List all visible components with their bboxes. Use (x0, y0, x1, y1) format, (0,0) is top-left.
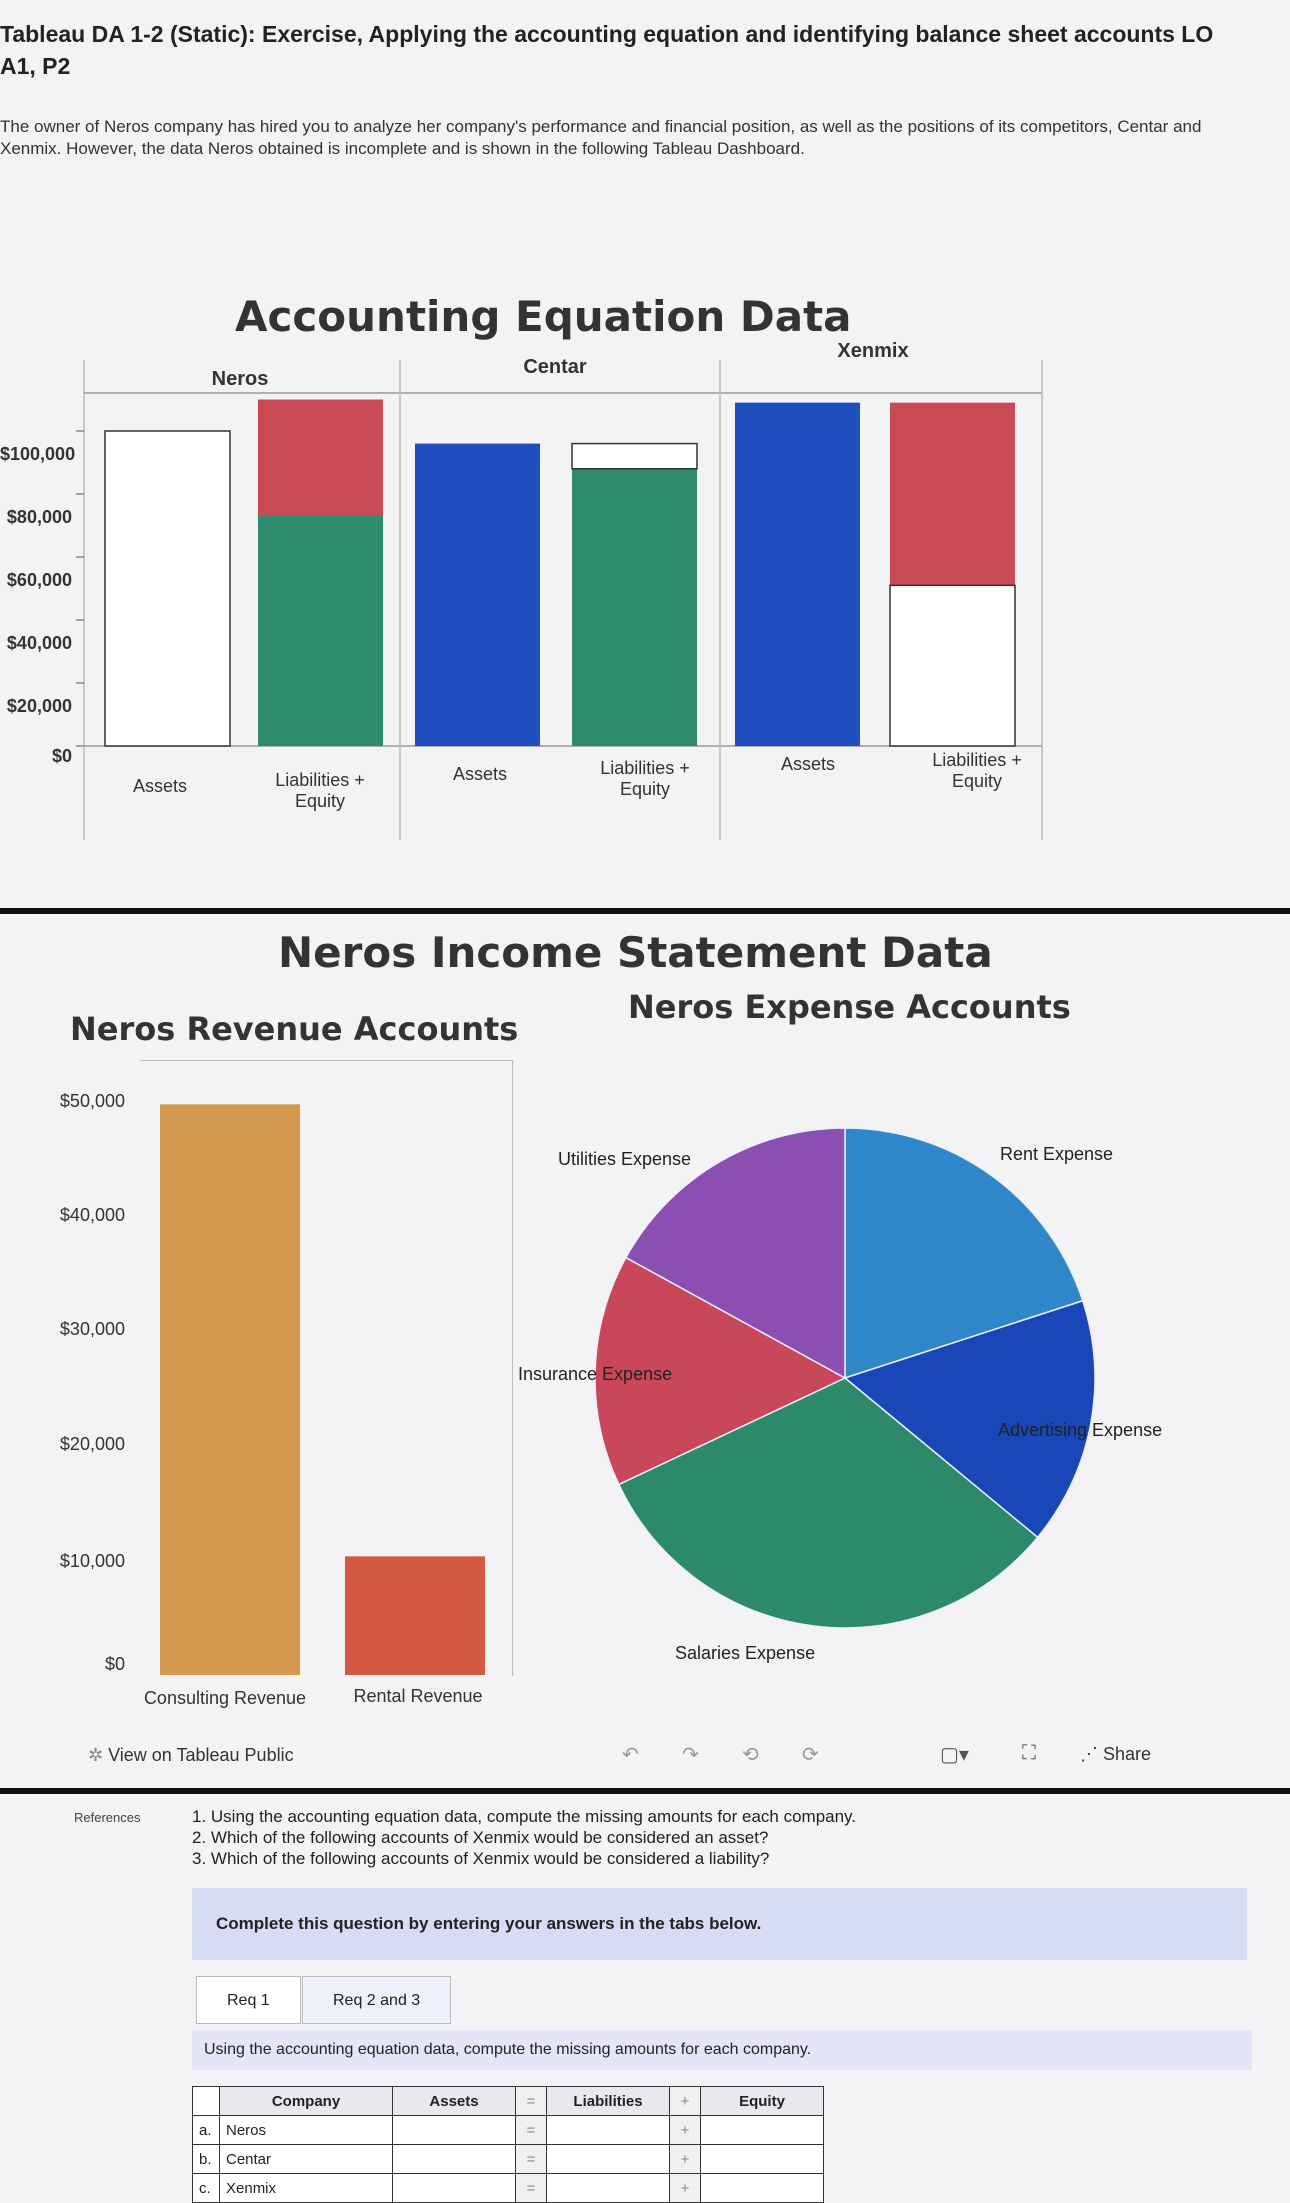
tab-req-1[interactable]: Req 1 (196, 1976, 301, 2024)
answer-table-header (193, 2087, 824, 2116)
rev-y-tick-20000: $20,000 (59, 1434, 125, 1454)
bar-xenmix-liabilities-missing (890, 585, 1015, 746)
pie-label-rent: Rent Expense (1000, 1144, 1114, 1164)
share-label: Share (1103, 1744, 1152, 1764)
revenue-chart-svg (140, 1060, 512, 1680)
redo-icon[interactable]: ↷ (682, 1744, 699, 1766)
rev-y-tick-40000: $40,000 (59, 1205, 125, 1225)
y-tick-100000: $100,000 (0, 444, 76, 464)
rev-y-tick-10000: $10,000 (59, 1551, 125, 1571)
y-tick-60000: $60,000 (6, 570, 72, 590)
header-liabilities: Liabilities (547, 2087, 670, 2116)
header-company: Company (220, 2087, 393, 2116)
plus-sign: + (670, 2174, 701, 2203)
x-label-neros-liab-equity: Liabilities + Equity (275, 770, 365, 811)
rev-y-tick-30000: $30,000 (59, 1319, 125, 1339)
instruction-banner: Complete this question by entering your answers in the tabs below. (192, 1888, 1247, 1960)
company-label-xenmix: Xenmix (837, 340, 909, 362)
rev-y-tick-0: $0 (104, 1654, 125, 1674)
equals-sign: = (516, 2174, 547, 2203)
row-company: Xenmix (220, 2174, 393, 2203)
header-equity: Equity (701, 2087, 824, 2116)
question-item-2: 2. Which of the following accounts of Xenmix would be considered an asset? (192, 1828, 769, 1847)
tab-req-2-and-3[interactable]: Req 2 and 3 (302, 1976, 451, 2024)
bar-xenmix-equity (890, 403, 1015, 586)
assets-input-centar[interactable] (393, 2145, 516, 2174)
table-row (193, 2116, 824, 2145)
question-item-1: 1. Using the accounting equation data, compute the missing amounts for each company. (192, 1807, 857, 1826)
table-row (193, 2145, 824, 2174)
plus-sign: + (670, 2145, 701, 2174)
req1-instruction: Using the accounting equation data, compute the missing amounts for each company. (192, 2030, 1252, 2070)
revenue-chart-title: Neros Revenue Accounts (70, 1010, 519, 1048)
equals-sign: = (516, 2145, 547, 2174)
pie-label-salaries: Salaries Expense (675, 1643, 816, 1663)
refresh-icon[interactable]: ⟳ (802, 1744, 819, 1766)
header-equals: = (516, 2087, 547, 2116)
plus-sign: + (670, 2116, 701, 2145)
bar-neros-liabilities (258, 516, 383, 746)
expense-pie-chart (590, 1120, 1120, 1650)
header-plus: + (670, 2087, 701, 2116)
liabilities-input-xenmix[interactable] (547, 2174, 670, 2203)
pie-label-utilities: Utilities Expense (558, 1149, 692, 1169)
revenue-bar-rental (345, 1556, 485, 1675)
assets-input-xenmix[interactable] (393, 2174, 516, 2203)
liabilities-input-neros[interactable] (547, 2116, 670, 2145)
rev-y-tick-50000: $50,000 (59, 1091, 125, 1111)
x-label-xenmix-assets: Assets (780, 754, 836, 774)
bar-centar-equity-missing (572, 444, 697, 469)
x-label-centar-liab-equity: Liabilities + Equity (600, 758, 690, 799)
row-company: Neros (220, 2116, 393, 2145)
view-on-tableau-link[interactable] (88, 1745, 294, 1766)
dashboard-separator-top (0, 908, 1290, 914)
equity-input-neros[interactable] (701, 2116, 824, 2145)
assets-input-neros[interactable] (393, 2116, 516, 2145)
row-letter: a. (193, 2116, 220, 2145)
pie-label-insurance: Insurance Expense (518, 1364, 673, 1384)
share-icon: ⋰ (1080, 1744, 1098, 1764)
header-letter-cell (193, 2087, 220, 2116)
exercise-intro: The owner of Neros company has hired you to analyze her company's performance and financial position, as well as the positions of its competitors, Centar and Xenmix. However, the data Neros obtained is incomplete and is shown in the following Tableau Dashboard. (0, 117, 1202, 158)
y-tick-80000: $80,000 (6, 507, 72, 527)
y-tick-0: $0 (51, 746, 72, 766)
comment-icon[interactable]: ▢▾ (940, 1744, 969, 1766)
answer-table (192, 2086, 824, 2203)
fullscreen-icon[interactable]: ⛶ (1022, 1742, 1036, 1764)
exercise-title: Tableau DA 1-2 (Static): Exercise, Applying the accounting equation and identifying balance sheet accounts LO A1, P2 (0, 21, 1214, 79)
references-button[interactable] (74, 1810, 140, 1825)
bar-centar-liabilities (572, 469, 697, 746)
revenue-bar-consulting (160, 1104, 300, 1675)
undo-icon[interactable]: ↶ (622, 1744, 639, 1766)
y-tick-40000: $40,000 (6, 633, 72, 653)
pie-label-advertising: Advertising Expense (998, 1420, 1163, 1440)
revert-icon[interactable]: ⟲ (742, 1744, 759, 1766)
rev-x-label-consulting: Consulting Revenue (143, 1688, 307, 1708)
expense-chart-title: Neros Expense Accounts (628, 988, 1071, 1026)
equals-sign: = (516, 2116, 547, 2145)
equation-chart-title: Accounting Equation Data (235, 292, 852, 341)
rev-x-label-rental: Rental Revenue (353, 1686, 483, 1706)
bar-neros-assets (105, 431, 230, 746)
liabilities-input-centar[interactable] (547, 2145, 670, 2174)
references-label: References (74, 1810, 141, 1825)
question-item-3: 3. Which of the following accounts of Xenmix would be considered a liability? (192, 1849, 770, 1868)
row-company: Centar (220, 2145, 393, 2174)
tableau-logo-icon: ✲ (88, 1745, 104, 1765)
expense-pie-svg (590, 1120, 1120, 1650)
table-row (193, 2174, 824, 2203)
share-button[interactable] (1080, 1744, 1151, 1765)
equity-input-xenmix[interactable] (701, 2174, 824, 2203)
bar-xenmix-assets (735, 403, 860, 746)
x-label-xenmix-liab-equity: Liabilities + Equity (932, 750, 1022, 791)
x-label-centar-assets: Assets (452, 764, 508, 784)
y-tick-20000: $20,000 (6, 696, 72, 716)
x-label-neros-assets: Assets (132, 776, 188, 796)
question-list (192, 1806, 856, 1869)
bar-centar-assets (415, 444, 540, 746)
header-assets: Assets (393, 2087, 516, 2116)
company-label-centar: Centar (523, 356, 587, 378)
row-letter: c. (193, 2174, 220, 2203)
income-chart-title: Neros Income Statement Data (278, 928, 993, 977)
company-label-neros: Neros (211, 368, 269, 390)
bar-neros-equity (258, 400, 383, 517)
view-on-tableau-label: View on Tableau Public (108, 1745, 294, 1765)
dashboard-separator-bottom (0, 1788, 1290, 1794)
row-letter: b. (193, 2145, 220, 2174)
equity-input-centar[interactable] (701, 2145, 824, 2174)
revenue-chart (140, 1060, 512, 1680)
